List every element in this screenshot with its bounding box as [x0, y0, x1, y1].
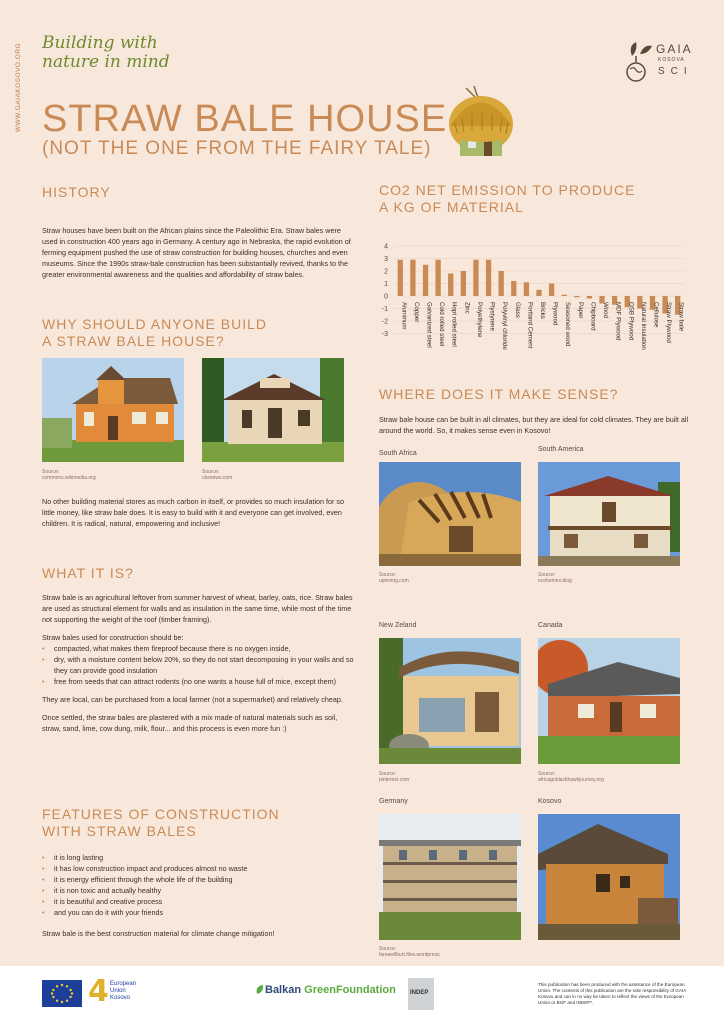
why-heading-line-1: WHY SHOULD ANYONE BUILD	[42, 316, 268, 332]
x-tick-label: Paper	[576, 302, 584, 319]
why-heading-line-2: A STRAW BALE HOUSE?	[42, 333, 225, 349]
x-tick-label: Galvanized steel	[425, 302, 433, 348]
location-label-south-america: South America	[538, 446, 584, 453]
gaia-word: GAIA	[656, 42, 693, 56]
x-tick-label: Aluminum	[400, 302, 408, 330]
what-heading: WHAT IT IS?	[42, 565, 134, 581]
germany-caption	[379, 946, 440, 958]
canada-caption	[538, 771, 604, 783]
bar	[461, 271, 466, 296]
caption-label: Source:	[538, 771, 556, 777]
caption-source: ecohomes.blog	[538, 578, 572, 584]
gaia-sci: SCI	[658, 66, 693, 77]
kosovo-4-icon: 4	[88, 974, 109, 1009]
bar	[499, 271, 504, 296]
caption-source: africagoblackhawkjourney.org	[538, 777, 604, 783]
y-tick-label: -1	[381, 306, 388, 313]
x-tick-label: Straw bale	[677, 302, 685, 332]
balkan-green-foundation-logo	[255, 984, 396, 996]
bar	[398, 260, 403, 296]
y-tick-label: -2	[381, 318, 388, 326]
caption-source: commons.wikimedia.org	[42, 475, 96, 481]
why-photo-1-caption	[42, 469, 96, 481]
gaia-logo	[624, 40, 694, 90]
caption-label: Source:	[42, 469, 60, 475]
x-tick-label: Copper	[412, 302, 420, 323]
caption-label: Source:	[379, 572, 397, 578]
disclaimer: This publication has been produced with the assistance of the European Union. The contents of this publication are the sole responsibility of GAIA Kosovo and can in no way be taken to reflect the views of the European Union or BGF and INDEP*.	[538, 982, 687, 1005]
y-tick-label: 3	[384, 256, 388, 263]
history-heading: HISTORY	[42, 184, 111, 200]
caption-label: Source:	[379, 946, 397, 952]
photo-orange-house	[42, 358, 184, 462]
where-text	[379, 414, 689, 443]
tagline-line-1: Building with	[42, 33, 158, 53]
eu-kosovo-logo	[88, 974, 138, 1009]
why-photo-2-caption	[202, 469, 232, 481]
caption-source: farewellburt.files.wordpress	[379, 952, 440, 958]
x-tick-label: Zinc	[463, 302, 471, 314]
x-tick-label: Plystyrene	[488, 302, 496, 331]
photo-round-house	[202, 358, 344, 462]
bgf-word-3: Foundation	[335, 984, 396, 996]
page-title: STRAW BALE HOUSE	[42, 98, 448, 140]
photo-germany	[379, 814, 521, 940]
new-zeland-caption	[379, 771, 409, 783]
bar	[562, 295, 567, 296]
caption-source: upinning.com	[379, 578, 409, 584]
list-item: • it is beautiful and creative process	[42, 896, 357, 907]
x-tick-label: Bricks	[539, 302, 546, 319]
x-tick-label: OSB Plywood	[627, 302, 635, 341]
x-tick-label: Cellulose	[652, 302, 660, 328]
caption-source: pinterest.com	[379, 777, 410, 783]
features-heading-line-1: FEATURES OF CONSTRUCTION	[42, 806, 280, 822]
eu-text-1: European	[110, 981, 137, 987]
list-item: • it has low construction impact and produces almost no waste	[42, 863, 357, 874]
list-item: • it is energy efficient through the whole life of the building	[42, 874, 357, 885]
why-text	[42, 496, 357, 536]
leaf-globe-icon	[624, 40, 654, 86]
why-paragraph: No other building material stores as much carbon in itself, or provides so much insulation for so little money, like straw bale does. It is easy to build with it and everyone can get involved, even children. It is radical, natural, empowering and inclusive!	[42, 497, 345, 528]
y-tick-label: 0	[384, 293, 388, 301]
what-paragraph-4: Once settled, the straw bales are plastered with a mix made of natural materials such as soil, straw, sand, lime, cow dung, milk, flour... and this process is even more fun :)	[42, 713, 338, 733]
list-item: • and you can do it with your friends	[42, 907, 357, 918]
bar	[574, 296, 579, 297]
south-africa-caption	[379, 572, 409, 584]
x-tick-label: Wood	[602, 302, 610, 319]
south-america-caption	[538, 572, 572, 584]
indep-text: INDEP	[410, 990, 429, 996]
what-paragraph-2: Straw bales used for construction should be:	[42, 633, 184, 642]
photo-new-zeland	[379, 638, 521, 764]
x-tick-label: Straw Plywood	[665, 302, 673, 343]
x-tick-label: Plywood	[551, 302, 559, 326]
photo-south-africa	[379, 462, 521, 566]
what-paragraph-3: They are local, can be purchased from a local farmer (not a supermarket) and relatively cheap.	[42, 695, 343, 704]
location-label-canada: Canada	[538, 622, 563, 629]
features-text	[42, 852, 357, 946]
leaf-icon	[255, 984, 265, 996]
why-heading	[42, 316, 267, 350]
list-item: • compacted, what makes them fireproof because there is no oxygen inside,	[42, 643, 357, 654]
caption-label: Source:	[202, 469, 220, 475]
straw-hut-illustration	[446, 84, 516, 164]
eu-flag-icon	[42, 980, 82, 1007]
x-tick-label: Portland Cement	[526, 302, 534, 349]
what-paragraph-1: Straw bale is an agricultural leftover from summer harvest of wheat, barley, oats, rice. Straw bales are used as structural element for walls and as insulation in the same time, while most of the time not supporting the weight of the roof (timber framing).	[42, 593, 353, 624]
x-tick-label: Seasoned wood	[564, 302, 572, 347]
bar	[423, 265, 428, 296]
history-text	[42, 225, 357, 287]
photo-canada	[538, 638, 680, 764]
eu-kosovo-text	[110, 981, 136, 1002]
x-tick-label: MDF Plywood	[614, 302, 622, 341]
tagline-line-2: nature in mind	[42, 52, 170, 72]
y-tick-label: 2	[384, 268, 388, 276]
co2-heading	[379, 182, 636, 216]
features-heading	[42, 806, 280, 840]
bar	[486, 260, 491, 296]
x-tick-label: Natural insulation	[639, 302, 647, 350]
footer	[0, 966, 724, 1024]
bgf-word-1: Balkan	[265, 984, 305, 996]
bar	[524, 282, 529, 296]
indep-logo	[408, 978, 434, 1010]
what-text	[42, 592, 357, 741]
gaia-sub: KOSOVA	[658, 57, 685, 63]
co2-heading-line-2: A KG OF MATERIAL	[379, 199, 524, 215]
x-tick-label: Hopt rolled steel	[450, 302, 458, 347]
website-url[interactable]: WWW.GAIAKOSOVO.ORG	[15, 42, 23, 133]
features-closing: Straw bale is the best construction material for climate change mitigation!	[42, 929, 275, 938]
eu-text-3: Kosovo	[110, 995, 131, 1001]
caption-label: Source:	[379, 771, 397, 777]
bar	[435, 260, 440, 296]
location-label-south-africa: South Africa	[379, 450, 417, 457]
features-heading-line-2: WITH STRAW BALES	[42, 823, 197, 839]
page-subtitle: (NOT THE ONE FROM THE FAIRY TALE)	[42, 138, 432, 159]
caption-source: cbsnews.com	[202, 475, 233, 481]
eu-text-2: Union	[110, 988, 126, 994]
location-label-kosovo: Kosovo	[538, 798, 562, 805]
y-tick-label: 4	[384, 243, 388, 251]
list-item: • dry, with a moisture content below 20%, so they do not start decomposing in your walls and so they can provide good insulation	[42, 654, 357, 676]
bar	[473, 260, 478, 296]
features-list	[42, 852, 357, 918]
list-item: • it is non toxic and actually healthy	[42, 885, 357, 896]
bar	[549, 284, 554, 297]
x-tick-label: Polyvinyl chloride	[501, 302, 509, 350]
photo-kosovo	[538, 814, 680, 940]
y-tick-label: -3	[381, 331, 388, 338]
x-tick-label: Cold rolled steel	[438, 302, 446, 347]
x-tick-label: Chipboard	[589, 302, 597, 331]
bar	[536, 290, 541, 296]
bar	[410, 260, 415, 296]
x-tick-label: Glass	[513, 302, 521, 318]
bar	[448, 274, 453, 297]
list-item: • free from seeds that can attract rodents (no one wants a house full of mice, except them)	[42, 676, 357, 687]
list-item: • it is long lasting	[42, 852, 357, 863]
what-list	[42, 643, 357, 687]
tagline	[42, 34, 170, 72]
where-heading: WHERE DOES IT MAKE SENSE?	[379, 386, 619, 402]
bgf-word-2: Green	[304, 984, 336, 996]
bar	[587, 296, 592, 299]
co2-bar-chart	[372, 218, 690, 368]
location-label-germany: Germany	[379, 798, 408, 805]
bar	[511, 281, 516, 296]
co2-heading-line-1: CO2 NET EMISSION TO PRODUCE	[379, 182, 636, 198]
location-label-new-zeland: New Zeland	[379, 622, 417, 629]
history-paragraph: Straw houses have been built on the African plains since the Paleolithic Era. Straw bales were used in construction 400 years ago in Germany. A century ago in Nebraska, the rapid evolution of ferming equipment pushed the use of straw construction for building houses, churches and even museums. Since the 1990s straw-bale construction has been substantially revived, thanks to the greater environmental awareness and the qualities and affordability of straw bales.	[42, 226, 351, 279]
side-url	[14, 44, 28, 144]
photo-south-america	[538, 462, 680, 566]
y-tick-label: 1	[384, 281, 388, 288]
where-paragraph: Straw bale house can be built in all climates, but they are ideal for cold climates. They are built all around the world. So, it makes sense even in Kosovo!	[379, 415, 689, 435]
x-tick-label: Polyethylene	[475, 302, 483, 338]
caption-label: Source:	[538, 572, 556, 578]
